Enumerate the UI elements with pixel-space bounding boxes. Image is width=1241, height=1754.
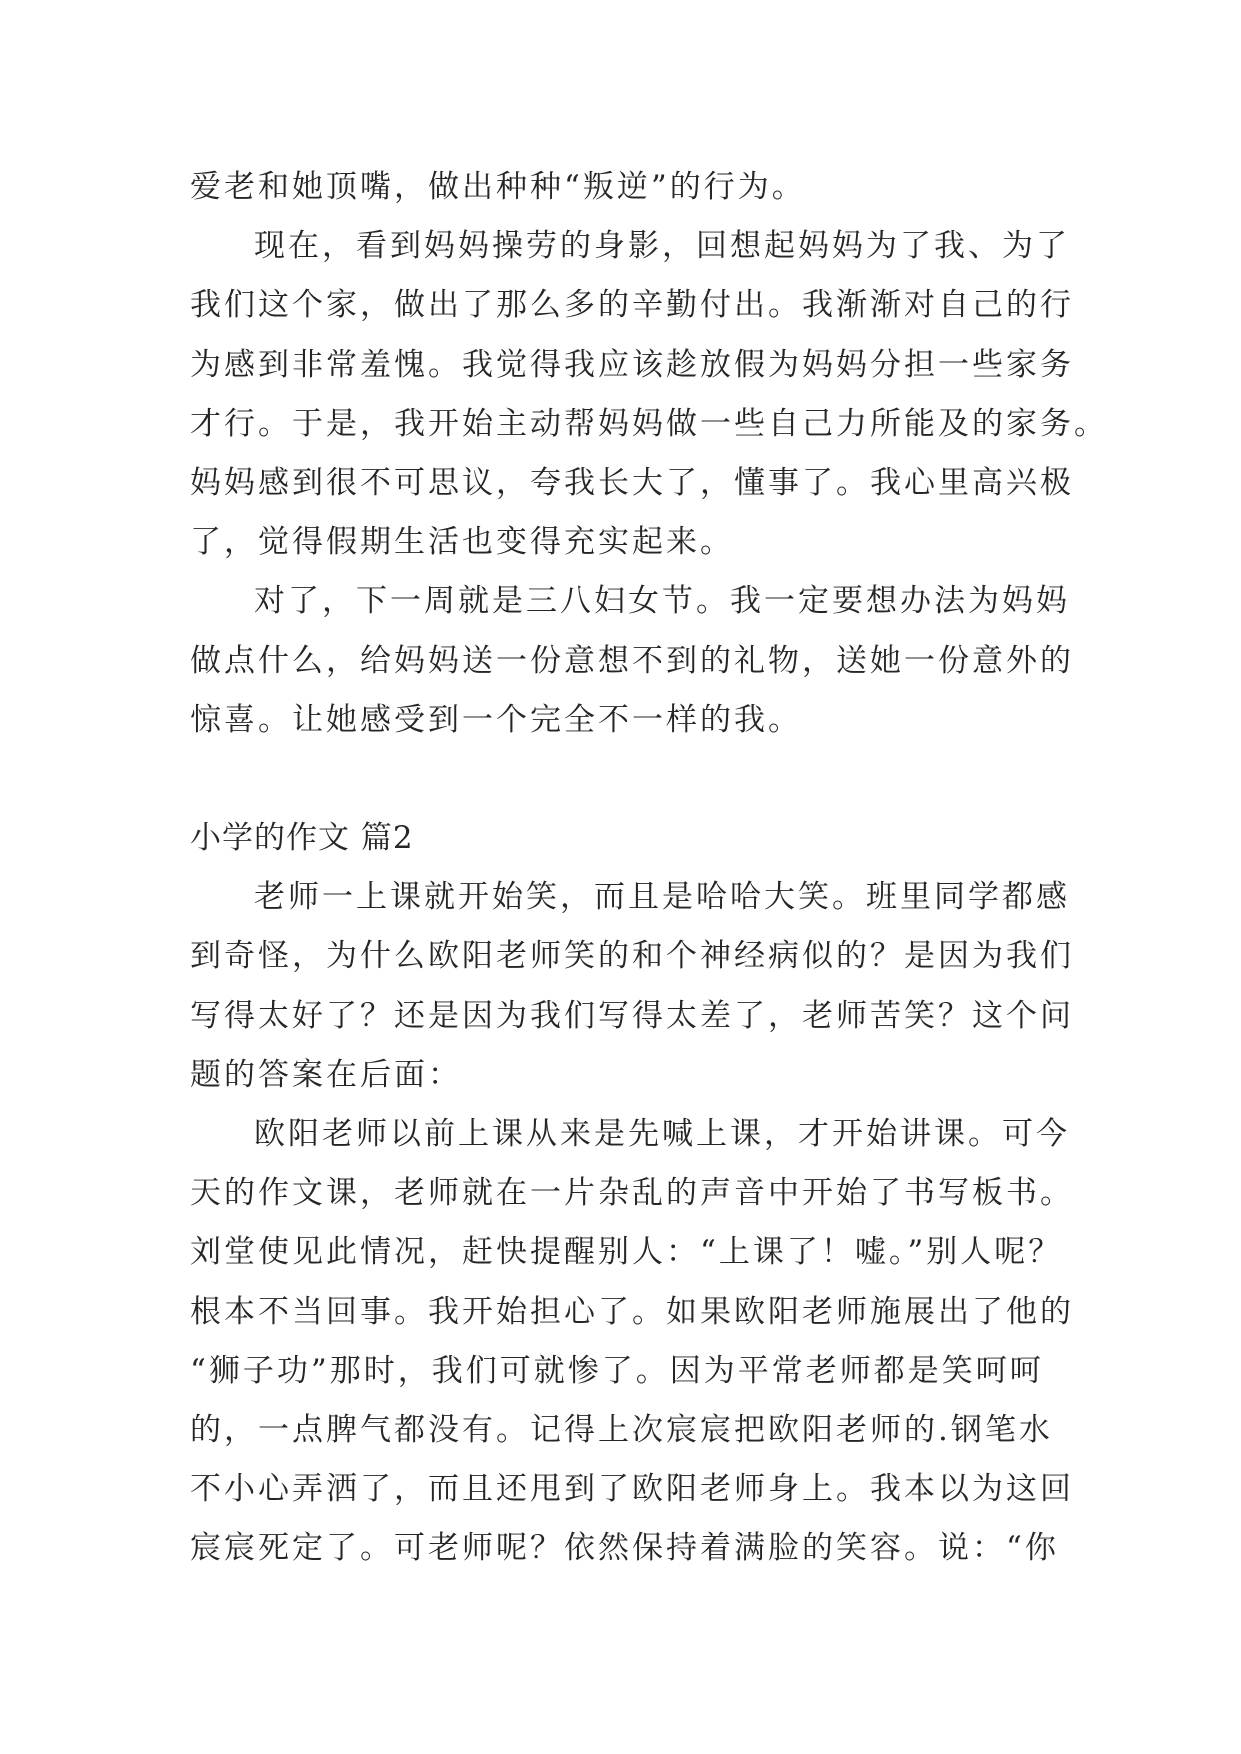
paragraph-gap — [190, 750, 1090, 809]
text-line-20: “狮子功”那时，我们可就惨了。因为平常老师都是笑呵呵 — [190, 1352, 1044, 1389]
text-line-1: 爱老和她顶嘴，做出种种“叛逆”的行为。 — [190, 169, 806, 205]
text-line-18: 刘堂使见此情况，赶快提醒别人：“上课了！嘘。”别人呢？ — [190, 1234, 1063, 1271]
text-line-8: 对了，下一周就是三八妇女节。我一定要想办法为妈妈 — [254, 583, 1070, 620]
text-line-15: 题的答案在后面： — [190, 1056, 462, 1093]
text-line-2: 现在，看到妈妈操劳的身影，回想起妈妈为了我、为了 — [254, 228, 1070, 265]
text-line-9: 做点什么，给妈妈送一份意想不到的礼物，送她一份意外的 — [190, 642, 1074, 679]
text-line-22: 不小心弄洒了，而且还甩到了欧阳老师身上。我本以为这回 — [190, 1471, 1074, 1508]
text-line-6: 妈妈感到很不可思议，夸我长大了，懂事了。我心里高兴极 — [190, 464, 1074, 501]
text-line-23: 宸宸死定了。可老师呢？依然保持着满脸的笑容。说：“你 — [190, 1530, 1059, 1567]
text-line-5: 才行。于是，我开始主动帮妈妈做一些自己力所能及的家务。 — [190, 405, 1108, 442]
text-line-14: 写得太好了？还是因为我们写得太差了，老师苦笑？这个问 — [190, 997, 1074, 1034]
text-line-4: 为感到非常羞愧。我觉得我应该趁放假为妈妈分担一些家务 — [190, 346, 1074, 383]
document-body — [190, 158, 1108, 1579]
text-line-16: 欧阳老师以前上课从来是先喊上课，才开始讲课。可今 — [254, 1116, 1070, 1152]
text-line-7: 了，觉得假期生活也变得充实起来。 — [190, 524, 734, 561]
text-line-19: 根本不当回事。我开始担心了。如果欧阳老师施展出了他的 — [190, 1293, 1074, 1330]
text-line-13: 到奇怪，为什么欧阳老师笑的和个神经病似的？是因为我们 — [190, 938, 1074, 975]
text-line-17: 天的作文课，老师就在一片杂乱的声音中开始了书写板书。 — [190, 1175, 1074, 1212]
text-line-10: 惊喜。让她感受到一个完全不一样的我。 — [190, 701, 802, 738]
text-line-3: 我们这个家，做出了那么多的辛勤付出。我渐渐对自己的行 — [190, 287, 1074, 324]
text-line-12: 老师一上课就开始笑，而且是哈哈大笑。班里同学都感 — [254, 879, 1070, 916]
section-heading: 小学的作文 篇2 — [190, 820, 414, 857]
text-line-21: 的，一点脾气都没有。记得上次宸宸把欧阳老师的.钢笔水 — [190, 1411, 1053, 1448]
